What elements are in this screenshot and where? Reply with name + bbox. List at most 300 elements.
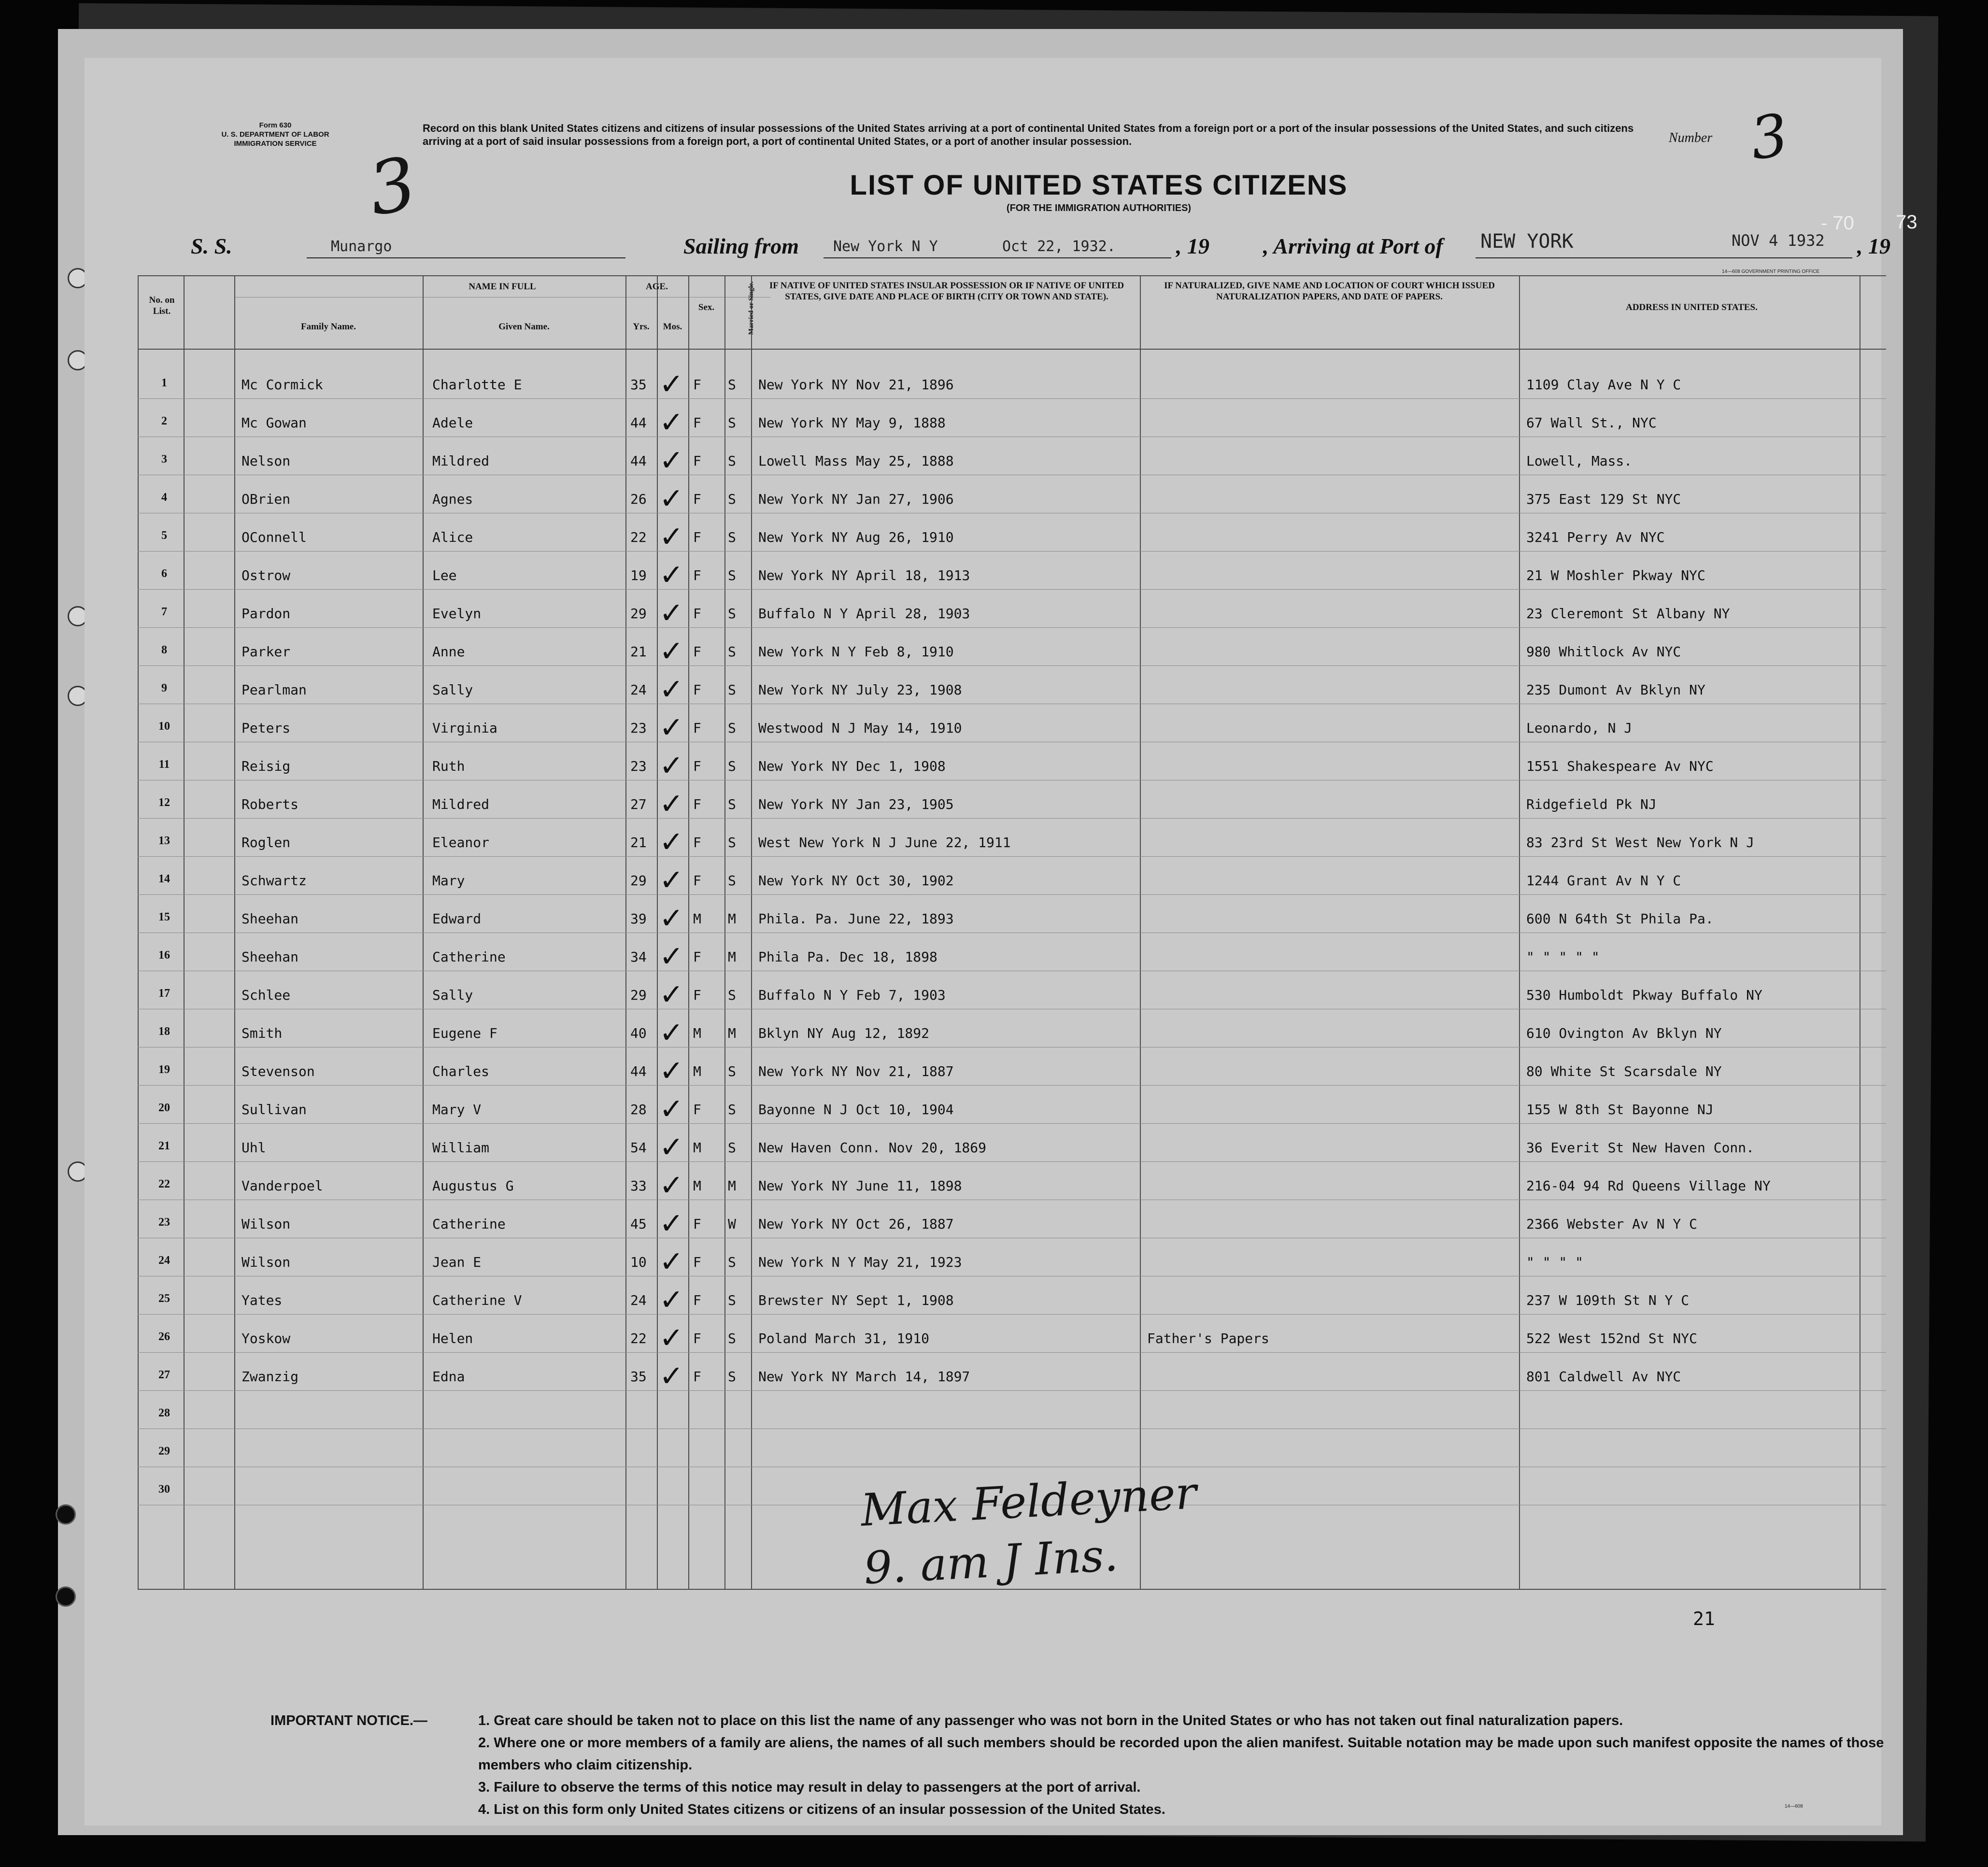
row-rule: [138, 398, 1886, 399]
age: 26: [630, 491, 647, 507]
given-name: Anne: [432, 644, 465, 660]
header-sex: Sex.: [698, 302, 715, 312]
given-name: Agnes: [432, 491, 473, 507]
age: 23: [630, 720, 647, 736]
sex: F: [693, 987, 701, 1003]
marital-status: S: [728, 529, 736, 545]
voyage-line: [176, 229, 1934, 263]
marital-status: S: [728, 682, 736, 698]
row-rule: [138, 818, 1886, 819]
row-number: 6: [161, 567, 167, 580]
naturalization-info: Father's Papers: [1147, 1330, 1269, 1346]
marital-status: S: [728, 1292, 736, 1308]
marital-status: S: [728, 377, 736, 393]
header-married: Married or Single.: [748, 281, 755, 335]
form-instructions: Record on this blank United States citizens and citizens of insular possessions of the United States arriving at a port of continental United States from a foreign port or a port of the insular possessions of the United States, and such citizens arriving at a port of said insular possessions from a foreign port, a port of continental United States, or a port of another insular possession.: [423, 122, 1634, 147]
age: 10: [630, 1254, 647, 1270]
table-rule: [138, 275, 1886, 276]
family-name: Pardon: [241, 606, 291, 622]
age: 21: [630, 644, 647, 660]
family-name: Stevenson: [241, 1063, 315, 1079]
row-number: 27: [158, 1369, 170, 1381]
family-name: Ostrow: [241, 567, 291, 583]
check-mark-icon: ✓: [659, 368, 684, 401]
address: 1244 Grant Av N Y C: [1526, 873, 1681, 889]
check-mark-icon: ✓: [659, 1359, 684, 1393]
ship-underline: [307, 257, 625, 258]
arriving-date: NOV 4 1932: [1732, 231, 1825, 250]
arriving-year-label: , 19: [1857, 234, 1890, 258]
row-rule: [138, 1085, 1886, 1086]
row-number: 22: [158, 1178, 170, 1190]
table-divider: [751, 275, 752, 1589]
sex: F: [693, 491, 701, 507]
check-mark-icon: ✓: [659, 1245, 684, 1279]
address: 600 N 64th St Phila Pa.: [1526, 911, 1714, 927]
marital-status: M: [728, 1025, 736, 1041]
table-rule: [138, 349, 1886, 350]
table-divider: [423, 275, 424, 1589]
row-number: 18: [158, 1025, 170, 1038]
birth-place-date: West New York N J June 22, 1911: [758, 834, 1011, 850]
row-number: 13: [158, 834, 170, 847]
family-name: Smith: [241, 1025, 283, 1041]
birth-place-date: New York N Y Feb 8, 1910: [758, 644, 954, 660]
notice-heading: IMPORTANT NOTICE.—: [270, 1713, 427, 1728]
birth-place-date: Brewster NY Sept 1, 1908: [758, 1292, 954, 1308]
family-name: Mc Gowan: [241, 415, 307, 431]
row-number: 29: [158, 1445, 170, 1457]
birth-place-date: Poland March 31, 1910: [758, 1330, 930, 1346]
row-number: 14: [158, 873, 170, 885]
number-value: 3: [1746, 101, 1792, 173]
sex: M: [693, 1025, 701, 1041]
marital-status: S: [728, 1369, 736, 1385]
given-name: Helen: [432, 1330, 473, 1346]
given-name: Jean E: [432, 1254, 482, 1270]
table-divider: [1519, 275, 1520, 1589]
sex: F: [693, 949, 701, 965]
given-name: Evelyn: [432, 606, 482, 622]
margin-note: - 70: [1821, 212, 1854, 234]
row-number: 2: [161, 415, 167, 427]
address: 1109 Clay Ave N Y C: [1526, 377, 1681, 393]
address: 3241 Perry Av NYC: [1526, 529, 1665, 545]
address: 36 Everit St New Haven Conn.: [1526, 1140, 1755, 1156]
family-name: Sullivan: [241, 1102, 307, 1117]
check-mark-icon: ✓: [659, 520, 684, 554]
check-mark-icon: ✓: [659, 940, 684, 974]
address: 21 W Moshler Pkway NYC: [1526, 567, 1705, 583]
marital-status: S: [728, 873, 736, 889]
header-native: IF NATIVE OF UNITED STATES INSULAR POSSESSION OR IF NATIVE OF UNITED STATES, GIVE DATE AND PLACE OF BIRTH (CITY OR TOWN AND STATE).: [769, 281, 1124, 302]
birth-place-date: Buffalo N Y April 28, 1903: [758, 606, 970, 622]
marital-status: S: [728, 1254, 736, 1270]
age: 45: [630, 1216, 647, 1232]
age: 33: [630, 1178, 647, 1194]
row-number: 17: [158, 987, 170, 1000]
address: 980 Whitlock Av NYC: [1526, 644, 1681, 660]
given-name: Ruth: [432, 758, 465, 774]
check-mark-icon: ✓: [659, 1054, 684, 1088]
marital-status: S: [728, 758, 736, 774]
age: 34: [630, 949, 647, 965]
page-subtitle: (FOR THE IMMIGRATION AUTHORITIES): [1006, 203, 1192, 213]
table-divider: [625, 275, 626, 1589]
birth-place-date: New York N Y May 21, 1923: [758, 1254, 962, 1270]
age: 29: [630, 873, 647, 889]
table-divider: [657, 275, 658, 1589]
family-name: Sheehan: [241, 911, 299, 927]
marital-status: S: [728, 720, 736, 736]
birth-place-date: New York NY Jan 27, 1906: [758, 491, 954, 507]
family-name: OConnell: [241, 529, 307, 545]
address: 237 W 109th St N Y C: [1526, 1292, 1690, 1308]
given-name: Edna: [432, 1369, 465, 1385]
row-number: 9: [161, 682, 167, 694]
row-rule: [138, 551, 1886, 552]
check-mark-icon: ✓: [659, 825, 684, 859]
binder-hole: [56, 1504, 76, 1525]
address: Lowell, Mass.: [1526, 453, 1633, 469]
page-title: LIST OF UNITED STATES CITIZENS: [850, 170, 1348, 201]
address: 530 Humboldt Pkway Buffalo NY: [1526, 987, 1762, 1003]
age: 54: [630, 1140, 647, 1156]
family-name: Schlee: [241, 987, 291, 1003]
given-name: Mildred: [432, 453, 490, 469]
table-divider: [138, 275, 139, 1589]
sex: F: [693, 1292, 701, 1308]
row-number: 23: [158, 1216, 170, 1229]
row-number: 28: [158, 1407, 170, 1419]
form-identifier: [164, 121, 386, 148]
address: 610 Ovington Av Bklyn NY: [1526, 1025, 1722, 1041]
row-number: 21: [158, 1140, 170, 1152]
family-name: Uhl: [241, 1140, 266, 1156]
header-no: No. on List.: [149, 295, 175, 316]
notice-item: 2. Where one or more members of a family are aliens, the names of all such members should be recorded upon the alien manifest. Suitable notation may be made upon such manifest opposite the names of those members who claim citizenship.: [478, 1735, 1884, 1773]
marital-status: M: [728, 911, 736, 927]
row-rule: [138, 1314, 1886, 1315]
row-number: 5: [161, 529, 167, 542]
given-name: Sally: [432, 682, 473, 698]
sailing-date: Oct 22, 1932.: [1002, 238, 1116, 255]
sex: F: [693, 873, 701, 889]
sex: F: [693, 834, 701, 850]
birth-place-date: Phila. Pa. June 22, 1893: [758, 911, 954, 927]
marital-status: S: [728, 606, 736, 622]
family-name: OBrien: [241, 491, 291, 507]
row-number: 26: [158, 1330, 170, 1343]
birth-place-date: Buffalo N Y Feb 7, 1903: [758, 987, 946, 1003]
given-name: Charlotte E: [432, 377, 522, 393]
header-naturalized: IF NATURALIZED, GIVE NAME AND LOCATION OF COURT WHICH ISSUED NATURALIZATION PAPERS, AND DATE OF PAPERS.: [1164, 281, 1495, 302]
age: 40: [630, 1025, 647, 1041]
given-name: Edward: [432, 911, 482, 927]
check-mark-icon: ✓: [659, 711, 684, 745]
marital-status: S: [728, 987, 736, 1003]
marital-status: S: [728, 1140, 736, 1156]
given-name: Lee: [432, 567, 457, 583]
sex: F: [693, 644, 701, 660]
table-divider: [1140, 275, 1141, 1589]
given-name: Charles: [432, 1063, 490, 1079]
row-number: 12: [158, 796, 170, 809]
table-divider: [688, 275, 689, 1589]
age: 44: [630, 453, 647, 469]
address: " " " ": [1526, 1254, 1584, 1270]
given-name: William: [432, 1140, 490, 1156]
sex: F: [693, 1254, 701, 1270]
birth-place-date: New York NY Nov 21, 1887: [758, 1063, 954, 1079]
header-address: ADDRESS IN UNITED STATES.: [1626, 302, 1758, 312]
row-number: 19: [158, 1063, 170, 1076]
given-name: Mary V: [432, 1102, 482, 1117]
marital-status: S: [728, 1330, 736, 1346]
family-name: Roberts: [241, 796, 299, 812]
check-mark-icon: ✓: [659, 1092, 684, 1126]
service-name: IMMIGRATION SERVICE: [234, 140, 317, 148]
birth-place-date: New York NY March 14, 1897: [758, 1369, 970, 1385]
check-mark-icon: ✓: [659, 787, 684, 821]
address: 801 Caldwell Av NYC: [1526, 1369, 1681, 1385]
age: 35: [630, 1369, 647, 1385]
arriving-underline: [1476, 257, 1852, 258]
sex: F: [693, 529, 701, 545]
check-mark-icon: ✓: [659, 978, 684, 1012]
row-rule: [138, 856, 1886, 857]
age: 21: [630, 834, 647, 850]
family-name: Pearlman: [241, 682, 307, 698]
printer-note: 14—608 GOVERNMENT PRINTING OFFICE: [1722, 269, 1820, 274]
arriving-label: , Arriving at Port of: [1263, 234, 1443, 258]
arriving-port: NEW YORK: [1480, 230, 1574, 253]
family-name: Vanderpoel: [241, 1178, 323, 1194]
check-mark-icon: ✓: [659, 1283, 684, 1317]
table-divider: [234, 275, 235, 1589]
sex: F: [693, 758, 701, 774]
sex: F: [693, 1216, 701, 1232]
address: 2366 Webster Av N Y C: [1526, 1216, 1698, 1232]
check-mark-icon: ✓: [659, 749, 684, 783]
age: 23: [630, 758, 647, 774]
check-mark-icon: ✓: [659, 1016, 684, 1050]
family-name: Wilson: [241, 1254, 291, 1270]
birth-place-date: New York NY Jan 23, 1905: [758, 796, 954, 812]
marital-status: S: [728, 834, 736, 850]
sailing-underline: [824, 257, 1171, 258]
age: 22: [630, 529, 647, 545]
passenger-count: 21: [1693, 1608, 1715, 1629]
birth-place-date: New York NY Nov 21, 1896: [758, 377, 954, 393]
marital-status: S: [728, 491, 736, 507]
sex: F: [693, 720, 701, 736]
row-number: 8: [161, 644, 167, 656]
given-name: Catherine: [432, 1216, 506, 1232]
birth-place-date: Bayonne N J Oct 10, 1904: [758, 1102, 954, 1117]
ss-label: S. S.: [191, 234, 232, 258]
marital-status: S: [728, 453, 736, 469]
sex: F: [693, 682, 701, 698]
row-number: 3: [161, 453, 167, 466]
address: 216-04 94 Rd Queens Village NY: [1526, 1178, 1771, 1194]
check-mark-icon: ✓: [659, 635, 684, 668]
check-mark-icon: ✓: [659, 1169, 684, 1202]
birth-place-date: New Haven Conn. Nov 20, 1869: [758, 1140, 987, 1156]
given-name: Alice: [432, 529, 473, 545]
age: 44: [630, 1063, 647, 1079]
row-number: 25: [158, 1292, 170, 1305]
address: Ridgefield Pk NJ: [1526, 796, 1657, 812]
address: 67 Wall St., NYC: [1526, 415, 1657, 431]
age: 24: [630, 682, 647, 698]
header-name: NAME IN FULL: [469, 282, 536, 292]
sailing-label: Sailing from: [683, 234, 799, 258]
marital-status: W: [728, 1216, 736, 1232]
row-number: 7: [161, 606, 167, 618]
family-name: Schwartz: [241, 873, 307, 889]
birth-place-date: New York NY Oct 26, 1887: [758, 1216, 954, 1232]
given-name: Catherine V: [432, 1292, 522, 1308]
age: 19: [630, 567, 647, 583]
form-number: Form 630: [259, 121, 292, 129]
check-mark-icon: ✓: [659, 863, 684, 897]
row-number: 1: [161, 377, 167, 389]
table-divider: [184, 275, 185, 1589]
family-name: Yates: [241, 1292, 283, 1308]
row-number: 15: [158, 911, 170, 923]
marital-status: S: [728, 644, 736, 660]
notice-item: 3. Failure to observe the terms of this notice may result in delay to passengers at the port of arrival.: [478, 1780, 1141, 1795]
sailing-from: New York N Y: [833, 238, 938, 255]
family-name: Peters: [241, 720, 291, 736]
sex: F: [693, 377, 701, 393]
row-number: 30: [158, 1483, 170, 1496]
header-age: AGE.: [646, 282, 668, 292]
birth-place-date: Lowell Mass May 25, 1888: [758, 453, 954, 469]
notice-item: 1. Great care should be taken not to place on this list the name of any passenger who was not born in the United States or who has not taken out final naturalization papers.: [478, 1713, 1623, 1728]
address: 80 White St Scarsdale NY: [1526, 1063, 1722, 1079]
sex: M: [693, 1140, 701, 1156]
check-mark-icon: ✓: [659, 596, 684, 630]
row-rule: [138, 1390, 1886, 1391]
row-number: 24: [158, 1254, 170, 1267]
row-number: 10: [158, 720, 170, 733]
number-label: Number: [1669, 130, 1713, 145]
header-mos: Mos.: [663, 322, 682, 332]
age: 39: [630, 911, 647, 927]
handwritten-mark: 3: [362, 141, 423, 232]
marital-status: S: [728, 415, 736, 431]
birth-place-date: New York NY Oct 30, 1902: [758, 873, 954, 889]
check-mark-icon: ✓: [659, 1321, 684, 1355]
given-name: Virginia: [432, 720, 497, 736]
row-rule: [138, 589, 1886, 590]
header-given: Given Name.: [498, 322, 550, 332]
family-name: Mc Cormick: [241, 377, 323, 393]
check-mark-icon: ✓: [659, 406, 684, 439]
check-mark-icon: ✓: [659, 1207, 684, 1241]
birth-place-date: Phila Pa. Dec 18, 1898: [758, 949, 937, 965]
family-name: Zwanzig: [241, 1369, 299, 1385]
age: 35: [630, 377, 647, 393]
sex: F: [693, 1369, 701, 1385]
birth-place-date: New York NY June 11, 1898: [758, 1178, 962, 1194]
marital-status: M: [728, 1178, 736, 1194]
given-name: Sally: [432, 987, 473, 1003]
sex: F: [693, 1102, 701, 1117]
given-name: Adele: [432, 415, 473, 431]
header-yrs: Yrs.: [633, 322, 650, 332]
sex: M: [693, 911, 701, 927]
marital-status: S: [728, 1102, 736, 1117]
row-rule: [138, 894, 1886, 895]
given-name: Mildred: [432, 796, 490, 812]
sheet-number: 73: [1896, 212, 1917, 233]
address: 522 West 152nd St NYC: [1526, 1330, 1698, 1346]
age: 24: [630, 1292, 647, 1308]
age: 29: [630, 606, 647, 622]
address: 375 East 129 St NYC: [1526, 491, 1681, 507]
marital-status: S: [728, 796, 736, 812]
age: 22: [630, 1330, 647, 1346]
address: 83 23rd St West New York N J: [1526, 834, 1755, 850]
sex: F: [693, 567, 701, 583]
department-name: U. S. DEPARTMENT OF LABOR: [221, 130, 329, 139]
sex: F: [693, 606, 701, 622]
marital-status: S: [728, 1063, 736, 1079]
address: " " " " ": [1526, 949, 1600, 965]
given-name: Eleanor: [432, 834, 490, 850]
address: 235 Dumont Av Bklyn NY: [1526, 682, 1705, 698]
given-name: Augustus G: [432, 1178, 514, 1194]
citizens-table: [138, 275, 1886, 1589]
row-rule: [138, 1161, 1886, 1162]
family-name: Nelson: [241, 453, 291, 469]
row-number: 16: [158, 949, 170, 962]
check-mark-icon: ✓: [659, 902, 684, 935]
binder-hole: [56, 1586, 76, 1607]
family-name: Sheehan: [241, 949, 299, 965]
address: 155 W 8th St Bayonne NJ: [1526, 1102, 1714, 1117]
birth-place-date: New York NY May 9, 1888: [758, 415, 946, 431]
row-rule: [138, 665, 1886, 666]
birth-place-date: Westwood N J May 14, 1910: [758, 720, 962, 736]
family-name: Yoskow: [241, 1330, 291, 1346]
check-mark-icon: ✓: [659, 482, 684, 516]
row-rule: [138, 1352, 1886, 1353]
family-name: Roglen: [241, 834, 291, 850]
table-divider: [724, 275, 725, 1589]
sex: F: [693, 415, 701, 431]
bottom-form-code: 14—608: [1785, 1804, 1803, 1809]
check-mark-icon: ✓: [659, 444, 684, 478]
birth-place-date: New York NY Aug 26, 1910: [758, 529, 954, 545]
marital-status: S: [728, 567, 736, 583]
given-name: Catherine: [432, 949, 506, 965]
address: 1551 Shakespeare Av NYC: [1526, 758, 1714, 774]
sex: F: [693, 1330, 701, 1346]
signature-line-1: Max Feldeyner: [859, 1467, 1198, 1537]
age: 29: [630, 987, 647, 1003]
age: 44: [630, 415, 647, 431]
check-mark-icon: ✓: [659, 673, 684, 707]
signature-line-2: 9. am J Ins.: [862, 1529, 1120, 1595]
family-name: Reisig: [241, 758, 291, 774]
inspector-signature: [859, 1464, 1201, 1598]
manifest-sheet: [85, 58, 1890, 1825]
check-mark-icon: ✓: [659, 1131, 684, 1164]
